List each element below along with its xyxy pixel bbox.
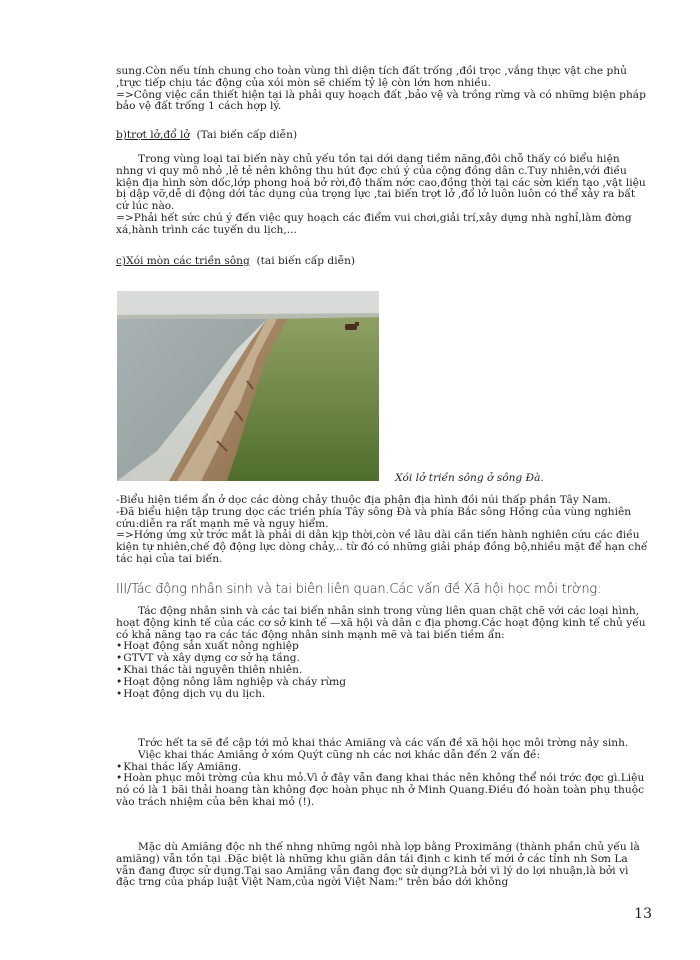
text-block-top — [116, 66, 648, 113]
list-item: • Khai thác tài nguyên thiên nhiên. — [116, 665, 648, 677]
paragraph: =>Công việc cần thiết hiện tại là phải quy hoạch đất ,bảo vệ và trồng rừng và có những biện pháp bảo vệ đất trống 1 cách hợp lý. — [116, 88, 646, 113]
list-item: • GTVT và xây dựng cơ sở hạ tầng. — [116, 653, 648, 665]
paragraph: Trớc hết ta sẽ đề cập tới mỏ khai thác Amiăng và các vấn đề xã hội học môi trờng nảy sinh. — [138, 737, 629, 749]
text-block-iii — [116, 606, 648, 700]
text-block-bottom — [116, 842, 648, 889]
section-heading-c-label: c)Xói mòn các triền sông — [116, 255, 250, 267]
text-block-b — [116, 154, 648, 237]
list-item: • Hoạt động dịch vụ du lịch. — [116, 689, 648, 701]
section-heading-c-note: (tai biến cấp diễn) — [256, 255, 356, 267]
paragraph: -Đã biểu hiện tập trung dọc các triền phía Tây sông Đà và phía Bắc sông Hồng của vùng nghiên cứu:diễn ra rất mạnh mẽ và nguy hiểm. — [116, 505, 632, 530]
section-heading-c — [116, 255, 355, 267]
figure-caption: Xói lở triền sông ở sông Đà. — [395, 472, 544, 484]
paragraph: Việc khai thác Amiăng ở xóm Quýt cũng nh các nơi khác dẫn đến 2 vấn đề: — [138, 748, 541, 761]
section-heading-b-label: b)trợt lở,đổ lở — [116, 129, 190, 141]
paragraph: =>Hớng ứng xử trớc mắt là phải di dân kịp thời,còn về lâu dài cần tiến hành nghiên cứu các điều kiện tự nhiên,chế độ động lực dòng chảy,.. từ đó có những giải pháp đồng bộ,nhiều mặt để hạn chế tác hại của tai biến. — [116, 529, 648, 565]
section-heading-iii: III/Tác động nhân sinh và tai biên liên quan.Các vấn đề Xã hội học môi trờng: — [116, 582, 602, 597]
section-heading-b-note: (Tai biến cấp diễn) — [196, 129, 298, 141]
list-item: • Hoàn phục môi trờng của khu mỏ.Vì ở đây vẫn đang khai thác nên không thể nói trớc đợc gì.Liệu nó có là 1 bãi thải hoang tàn không đợc hoàn phục nh ở Minh Quang.Điều đó hoàn toàn phụ thuộc vào trách nhiệm của bên khai mỏ (!). — [116, 773, 648, 808]
text-block-c — [116, 495, 648, 566]
paragraph: Tác động nhân sinh và các tai biến nhân sinh trong vùng liên quan chặt chẽ với các loại hình, hoạt động kinh tế của các cơ sở kinh tế —xã hội và dân c địa phơng.Các hoạt động kinh tế chủ yếu có khả năng tạo ra các tác động nhân sinh mạnh mẽ và tai biến tiềm ẩn: — [116, 605, 646, 641]
paragraph: =>Phải hết sức chú ý đến việc quy hoạch các điểm vui chơi,giải trí,xây dựng nhà nghỉ,làm đờng xá,hành trình các tuyến du lịch,... — [116, 211, 632, 236]
paragraph: -Biểu hiện tiềm ẩn ở dọc các dòng chảy thuộc địa phận địa hình đồi núi thấp phần Tây Nam. — [116, 494, 612, 506]
list-item: • Khai thác lấy Amiăng. — [116, 762, 648, 774]
paragraph: Mặc dù Amiăng độc nh thế nhng những ngôi nhà lợp bằng Proximăng (thành phần chủ yếu là amiăng) vẫn tồn tại .Đặc biệt là những khu giãn dân tái định c kinh tế mới ở các tỉnh nh Sơn La vẫn đang được sử dụng.Tại sao Amiăng vẫn đang đợc sử dụng?Là bởi vì lý do lợi nhuận,là bởi vì đặc trng của pháp luật Việt Nam,của ngời Việt Nam:" trên bảo dới không — [116, 841, 640, 889]
page-number: 13 — [634, 906, 652, 922]
paragraph: sung.Còn nếu tính chung cho toàn vùng thì diện tích đất trống ,đồi trọc ,vắng thực vật che phủ ,trực tiếp chịu tác động của xói mòn sẽ chiếm tỷ lệ còn lớn hơn nhiều. — [116, 65, 627, 89]
riverbank-erosion-image — [117, 291, 379, 481]
paragraph: Trong vùng loại tai biến này chủ yếu tồn tại dới dạng tiềm năng,đôi chỗ thấy có biểu hiện nhng vi quy mô nhỏ ,lẻ tẻ nên không thu hút đợc chú ý của cộng đồng dân c.Tuy nhiên,với điều kiện địa hình sờn dốc,lớp phong hoá bở rời,độ thấm nớc cao,đồng thời tại các sờn kiến tạo ,vật liệu bị dập vỡ,dễ di động dới tác dụng của trọng lực ,tai biến trợt lở ,đổ lở luôn luôn có thể xảy ra bất cứ lúc nào. — [116, 153, 646, 213]
riverbank-erosion-photo — [117, 291, 379, 481]
list-item: • Hoạt động nông lâm nghiệp và cháy rừng — [116, 677, 648, 689]
list-item: • Hoạt động sản xuất nông nghiệp — [116, 641, 648, 653]
section-heading-b — [116, 129, 297, 141]
text-block-amiang — [116, 738, 648, 809]
